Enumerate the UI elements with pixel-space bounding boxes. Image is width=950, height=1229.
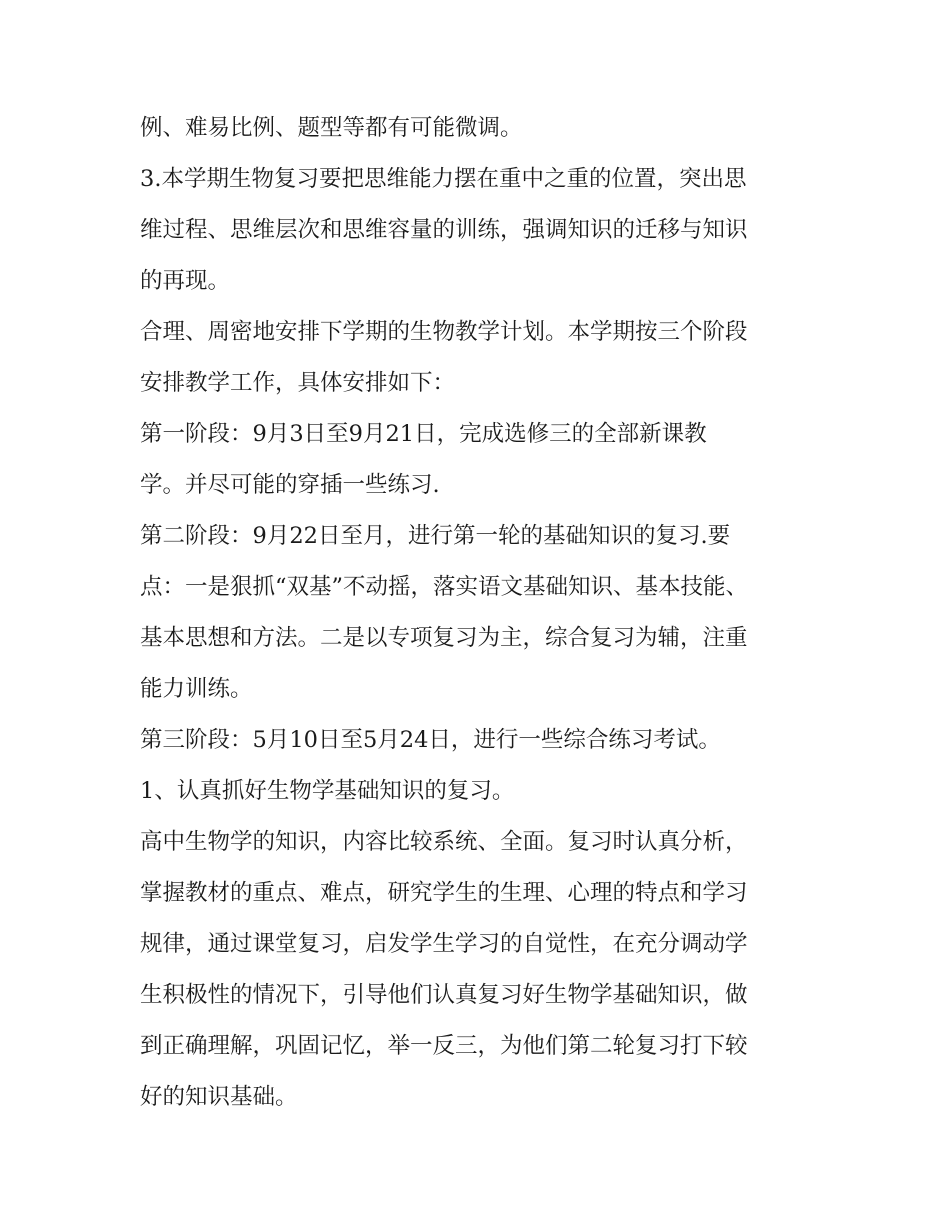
paragraph-adjustment-note: 例、难易比例、题型等都有可能微调。 bbox=[140, 115, 523, 141]
paragraph-teaching-plan: 合理、周密地安排下学期的生物教学计划。本学期按三个阶段 安排教学工作，具体安排如下： bbox=[140, 319, 748, 396]
paragraph-basic-knowledge-heading: 1、认真抓好生物学基础知识的复习。 bbox=[140, 778, 515, 804]
paragraph-stage-three: 第三阶段：5月10日至5月24日，进行一些综合练习考试。 bbox=[140, 727, 721, 753]
paragraph-stage-two: 第二阶段：9月22日至月，进行第一轮的基础知识的复习.要 点：一是狠抓“双基”不动摇，落实语文基础知识、基本技能、 基本思想和方法。二是以专项复习为主，综合复习为辅，注重 能力训练。 bbox=[140, 523, 749, 702]
paragraph-stage-one: 第一阶段：9月3日至9月21日，完成选修三的全部新课教 学。并尽可能的穿插一些练习. bbox=[140, 421, 707, 498]
paragraph-basic-knowledge-body: 高中生物学的知识，内容比较系统、全面。复习时认真分析， 掌握教材的重点、难点，研究学生的生理、心理的特点和学习 规律，通过课堂复习，启发学生学习的自觉性，在充分调动学 生积极性的情况下，引导他们认真复习好生物学基础知识，做 到正确理解，巩固记忆，举一反三，为他们第二轮复习打下较 好的知识基础。 bbox=[140, 829, 748, 1110]
paragraph-thinking-ability: 3.本学期生物复习要把思维能力摆在重中之重的位置，突出思 维过程、思维层次和思维容量的训练，强调知识的迁移与知识 的再现。 bbox=[140, 166, 748, 294]
document-body bbox=[140, 103, 820, 1123]
